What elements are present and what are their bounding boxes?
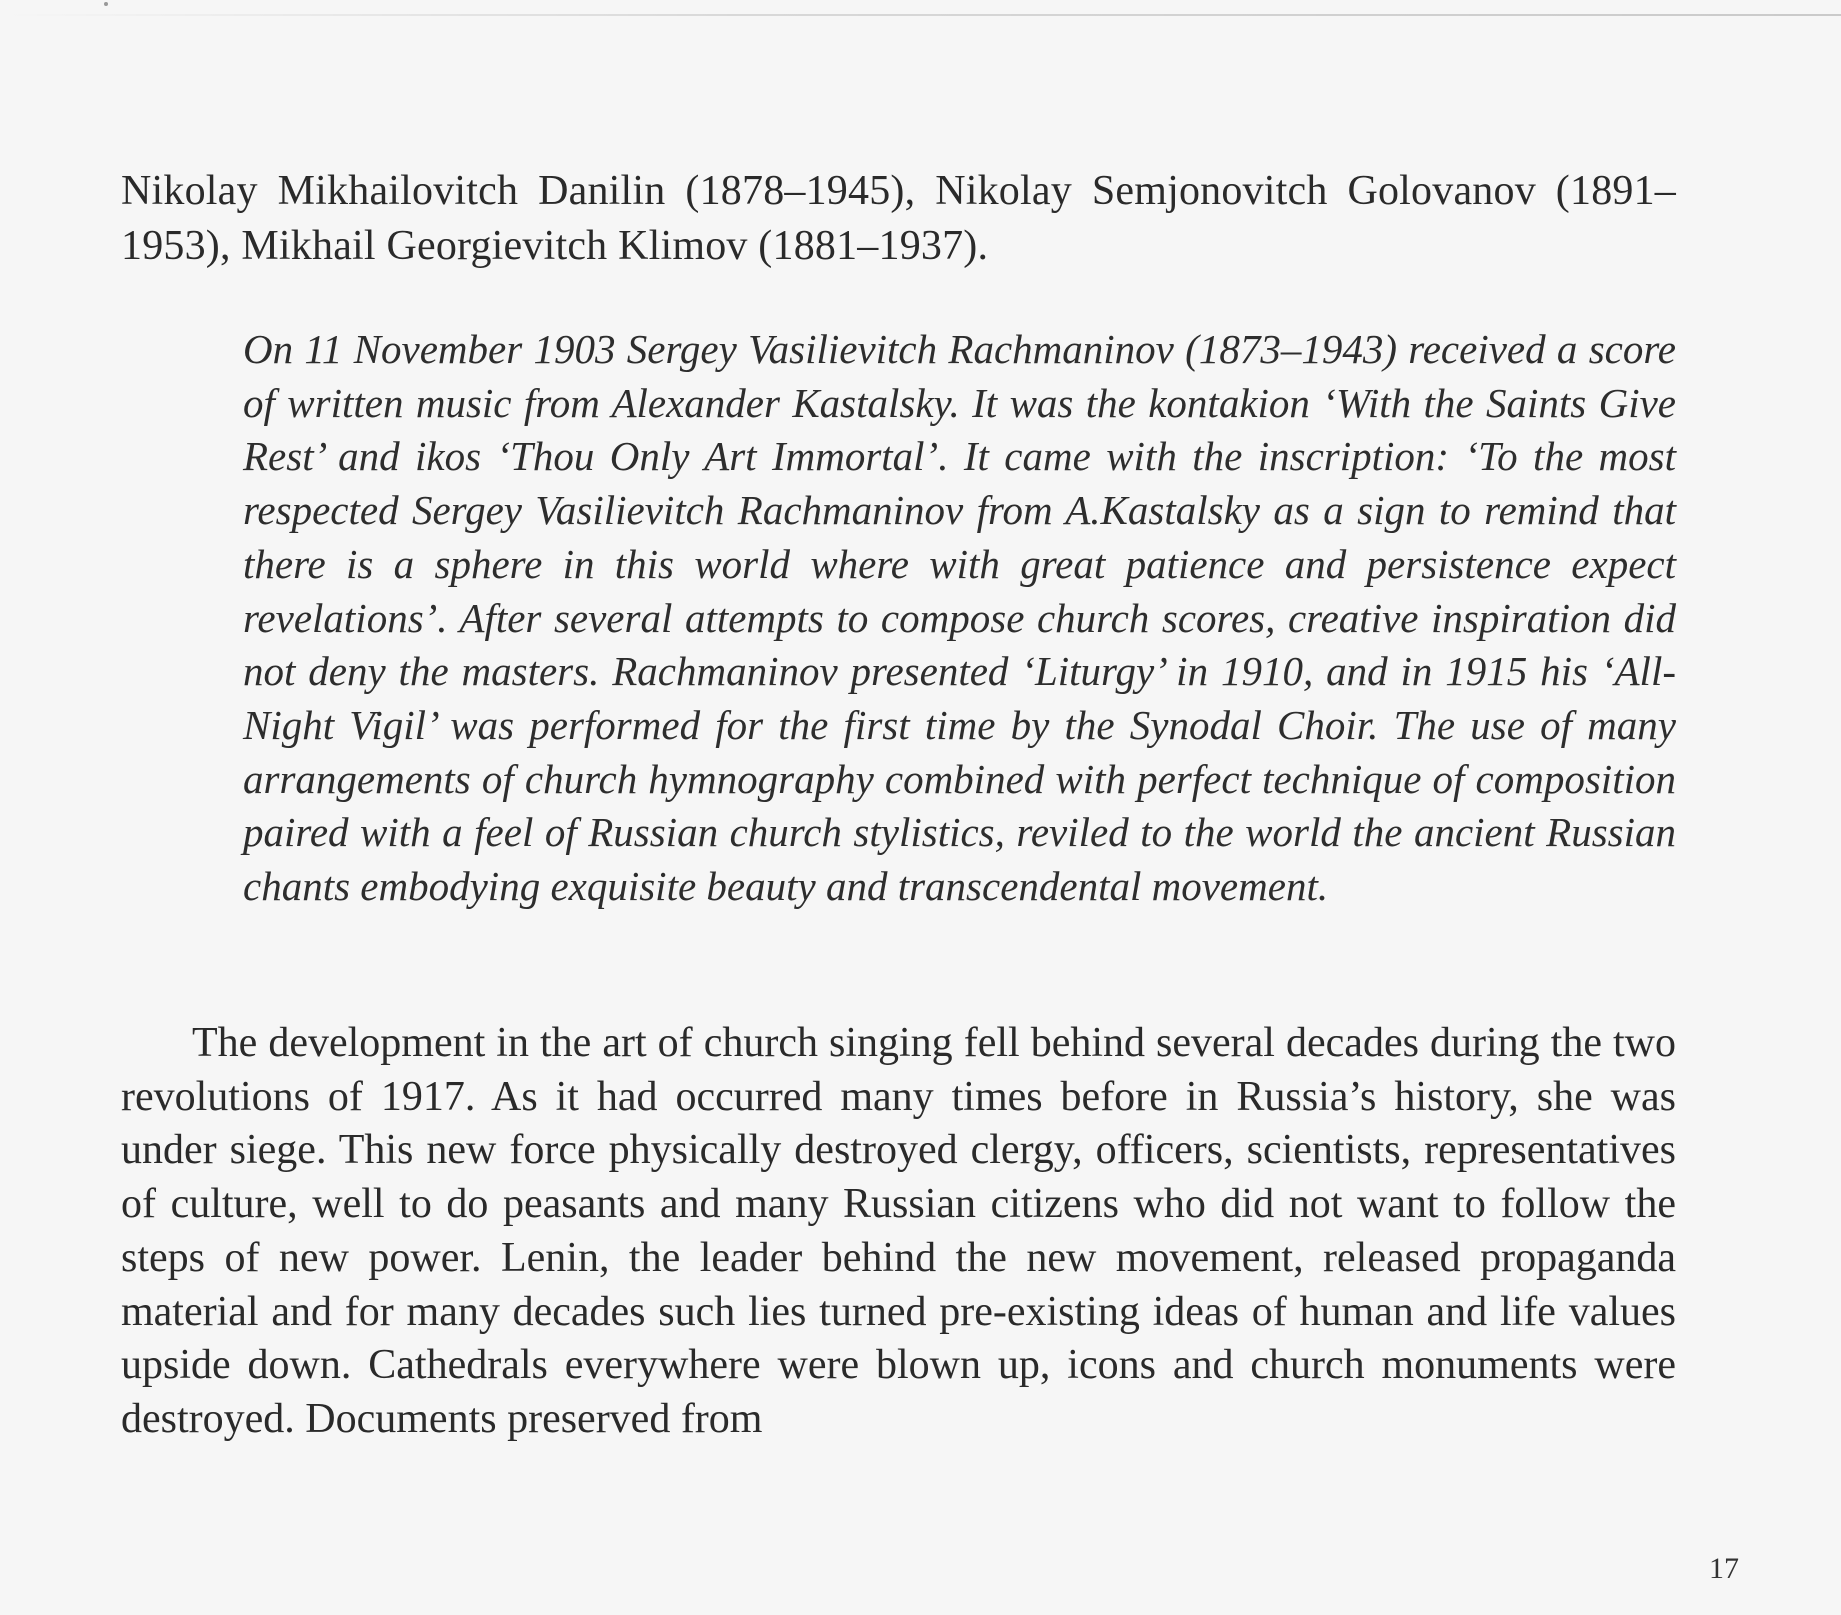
paragraph-revolution: The development in the art of church singing fell behind several decades during the two revolutions of 1917. As it had occurred many times before in Russia’s history, she was under siege. This new force physically destroyed clergy, officers, scientists, representatives of culture, well to do peasants and many Russian citizens who did not want to follow the steps of new power. Lenin, the leader behind the new movement, released propaganda material and for many decades such lies turned pre-existing ideas of human and life values upside down. Cathedrals everywhere were blown up, icons and church monuments were destroyed. Documents preserved from	[121, 1020, 1676, 1442]
scan-edge-line	[0, 14, 1841, 16]
quote-rachmaninov: On 11 November 1903 Sergey Vasilievitch Rachmaninov (1873–1943) received a score of written music from Alexander Kastalsky. It was the kontakion ‘With the Saints Give Rest’ and ikos ‘Thou Only Art Immortal’. It came with the inscription: ‘To the most respected Sergey Vasilievitch Rachmaninov from A.Kastalsky as a sign to remind that there is a sphere in this world where with great patience and persistence expect revelations’. After several attempts to compose church scores, creative inspiration did not deny the masters. Rachmaninov presented ‘Liturgy’ in 1910, and in 1915 his ‘All-Night Vigil’ was performed for the first time by the Synodal Choir. The use of many arrangements of church hymnography combined with perfect technique of composition paired with a feel of Russian church stylistics, reviled to the world the ancient Russian chants embodying exquisite beauty and transcendental movement.	[243, 326, 1676, 910]
scan-artifact-dot	[104, 2, 108, 6]
paragraph-composers: Nikolay Mikhailovitch Danilin (1878–1945), Nikolay Semjonovitch Golovanov (1891–1953), Mikhail Georgievitch Klimov (1881–1937).	[121, 168, 1676, 269]
page-number: 17	[1709, 1552, 1739, 1585]
